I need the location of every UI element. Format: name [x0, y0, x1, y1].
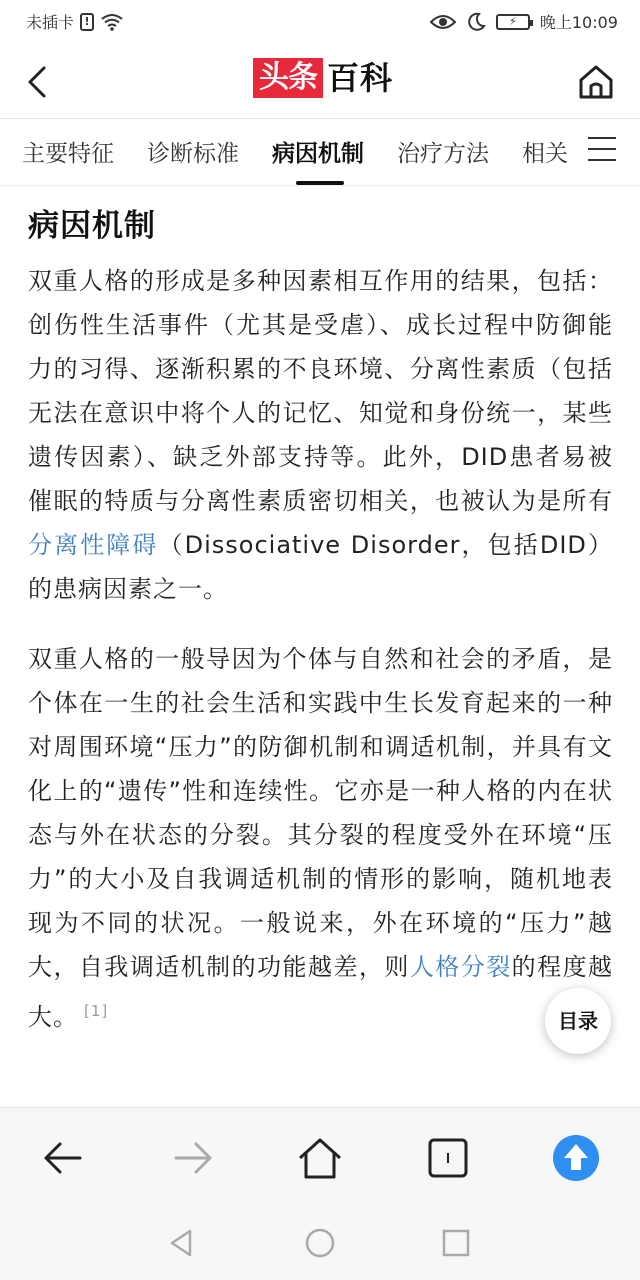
link-dissociative-disorder[interactable]: 分离性障碍 — [28, 531, 159, 559]
paragraph-1-text-b: （Dissociative Disorder，包括DID）的患病因素之一。 — [28, 531, 613, 603]
toc-button[interactable]: 目录 — [545, 988, 611, 1054]
nav-home-icon[interactable] — [304, 1227, 336, 1259]
sim-warning-icon: ! — [80, 13, 94, 31]
eye-comfort-icon — [430, 13, 456, 31]
upload-icon[interactable] — [552, 1134, 600, 1182]
browser-forward-icon[interactable] — [168, 1134, 216, 1182]
system-navigation — [0, 1207, 640, 1280]
back-arrow-icon[interactable] — [20, 62, 60, 102]
logo-black-part: 百科 — [327, 59, 394, 97]
carrier-text: 未插卡 — [26, 13, 75, 32]
logo-red-part: 头条 — [253, 58, 323, 98]
paragraph-1 — [28, 259, 613, 611]
tab-treatment[interactable]: 治疗方法 — [397, 141, 489, 167]
battery-charging-icon: ⚡ — [496, 14, 530, 30]
browser-home-icon[interactable] — [296, 1134, 344, 1182]
link-personality-split[interactable]: 人格分裂 — [409, 953, 512, 981]
tab-related[interactable]: 相关 — [522, 141, 568, 167]
status-bar — [0, 0, 640, 44]
section-title: 病因机制 — [28, 208, 156, 244]
tab-diagnosis[interactable]: 诊断标准 — [147, 141, 239, 167]
paragraph-1-text-a: 双重人格的形成是多种因素相互作用的结果，包括：创伤性生活事件（尤其是受虐）、成长过程中防御能力的习得、逐渐积累的不良环境、分离性素质（包括无法在意识中将个人的记忆、知觉和身份统一，某些遗传因素）、缺乏外部支持等。此外，DID患者易被催眠的特质与分离性素质密切相关，也被认为是所有 — [28, 267, 613, 515]
nav-recents-icon[interactable] — [440, 1227, 472, 1259]
browser-toolbar — [0, 1107, 640, 1208]
tab-main-features[interactable]: 主要特征 — [22, 141, 114, 167]
paragraph-2-text-b: 的程度越大。 — [28, 953, 614, 1031]
section-tabs — [0, 119, 640, 186]
active-tab-indicator — [296, 181, 344, 185]
wifi-icon — [100, 13, 124, 31]
toutiao-baike-logo — [253, 58, 393, 98]
clock-time: 晚上10:09 — [539, 13, 618, 32]
browser-back-icon[interactable] — [40, 1134, 88, 1182]
paragraph-2 — [28, 637, 613, 1039]
menu-icon[interactable] — [588, 137, 616, 165]
article-content — [28, 200, 613, 1065]
paragraph-2-text-a: 双重人格的一般导因为个体与自然和社会的矛盾，是个体在一生的社会生活和实践中生长发育起来的一种对周围环境“压力”的防御机制和调适机制，并具有文化上的“遗传”性和连续性。它亦是一种人格的内在状态与外在状态的分裂。其分裂的程度受外在环境“压力”的大小及自我调适机制的情形的影响，随机地表现为不同的状况。一般说来，外在环境的“压力”越大，自我调适机制的功能越差，则 — [28, 645, 613, 981]
nav-back-icon[interactable] — [166, 1227, 198, 1259]
moon-icon — [466, 12, 486, 32]
tab-etiology[interactable]: 病因机制 — [272, 141, 364, 167]
home-icon[interactable] — [576, 62, 616, 102]
app-header — [0, 44, 640, 119]
tabs-count-icon[interactable] — [424, 1134, 472, 1182]
citation-ref[interactable]: [1] — [84, 1002, 109, 1020]
